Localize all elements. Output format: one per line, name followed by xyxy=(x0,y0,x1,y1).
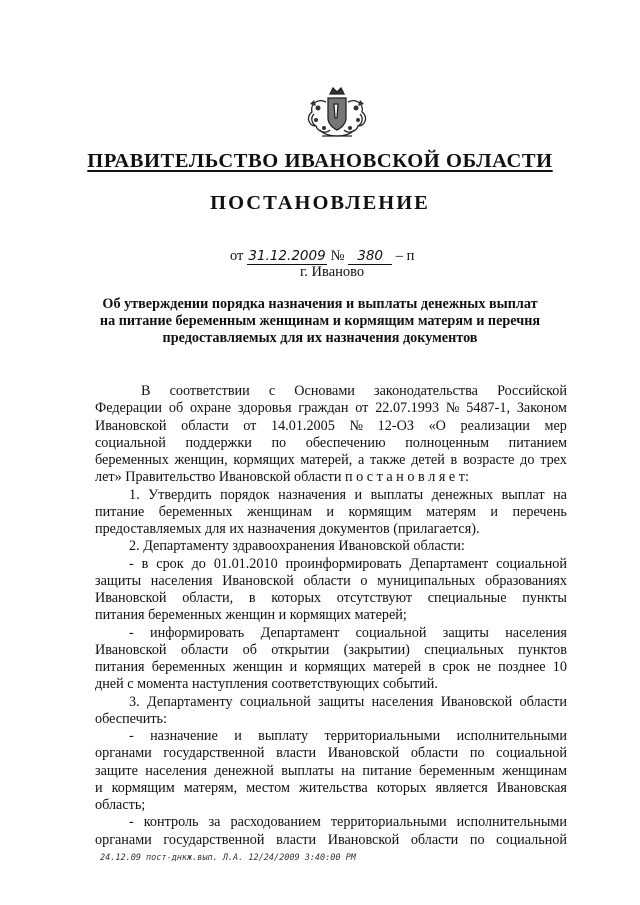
body-line: - информировать Департамент социальной защиты населения xyxy=(129,624,567,641)
handwritten-number: 380 xyxy=(348,249,392,265)
document-body xyxy=(95,383,567,849)
body-line: питание беременных женщинам и кормящим матерям и перечень xyxy=(95,503,567,520)
body-line: обеспечить: xyxy=(95,710,167,727)
body-line: Ивановской области от 14.01.2005 № 12-ОЗ «О реализации мер xyxy=(95,417,567,434)
body-line: - контроль за расходованием территориальными исполнительными xyxy=(129,814,567,831)
body-line: Ивановской области об открытии (закрытии) специальных пунктов xyxy=(95,641,567,658)
body-line: 2. Департаменту здравоохранения Ивановской области: xyxy=(129,538,465,555)
footer-service-line: 24.12.09 пост-днкж.вып. Л.А. 12/24/2009 3:40:00 PM xyxy=(100,853,356,863)
document-subject: Об утверждении порядка назначения и выплаты денежных выплат на питание беременным женщинам и кормящим матерям и перечня предоставляемых для их назначения документов xyxy=(99,296,541,346)
body-line: питания беременных женщин и кормящих матерей в срок не позднее 10 xyxy=(95,659,567,675)
coat-of-arms-icon xyxy=(302,84,372,146)
organization-title: ПРАВИТЕЛЬСТВО ИВАНОВСКОЙ ОБЛАСТИ xyxy=(87,150,553,172)
body-line: беременных женщин, кормящих матерей, а также детей в возрасте до трех xyxy=(95,452,567,468)
body-line: лет» Правительство Ивановской области п о с т а н о в л я е т: xyxy=(95,469,469,486)
body-line: и кормящим матерям, местом жительства которых является Ивановская xyxy=(95,779,567,796)
body-line: Федерации об охране здоровья граждан от 22.07.1993 № 5487-1, Законом xyxy=(95,400,567,417)
body-line: дней с момента наступления соответствующих событий. xyxy=(95,676,438,693)
body-line: 1. Утвердить порядок назначения и выплаты денежных выплат на xyxy=(129,486,567,503)
handwritten-date: 31.12.2009 xyxy=(248,248,326,264)
body-line: 3. Департаменту социальной защиты населения Ивановской области xyxy=(129,693,567,710)
body-line: предоставляемых для их назначения документов (прилагается). xyxy=(95,521,480,537)
body-line: область; xyxy=(95,797,146,813)
city: г. Иваново xyxy=(300,264,365,280)
body-line: питания беременных женщин и кормящих матерей; xyxy=(95,607,407,624)
body-line: социальной поддержки по обеспечению полноценным питанием xyxy=(95,434,567,451)
body-line: защите населения денежной выплаты на питание беременным женщинам xyxy=(95,762,567,779)
body-line: Ивановской области, в которых отсутствуют специальные пункты xyxy=(95,590,567,606)
body-line: органами государственной власти Ивановской области по социальной xyxy=(95,831,567,848)
body-line: органами государственной власти Ивановской области по социальной xyxy=(95,745,567,762)
body-line: - в срок до 01.01.2010 проинформировать Департамент социальной xyxy=(129,555,567,572)
date-number-line: от 31.12.2009 № 380 – п xyxy=(230,248,415,264)
body-line: В соответствии с Основами законодательства Российской xyxy=(141,383,567,399)
document-type: ПОСТАНОВЛЕНИЕ xyxy=(210,192,430,214)
body-line: защиты населения Ивановской области о муниципальных образованиях xyxy=(95,572,567,589)
body-line: - назначение и выплату территориальными исполнительными xyxy=(129,728,567,744)
